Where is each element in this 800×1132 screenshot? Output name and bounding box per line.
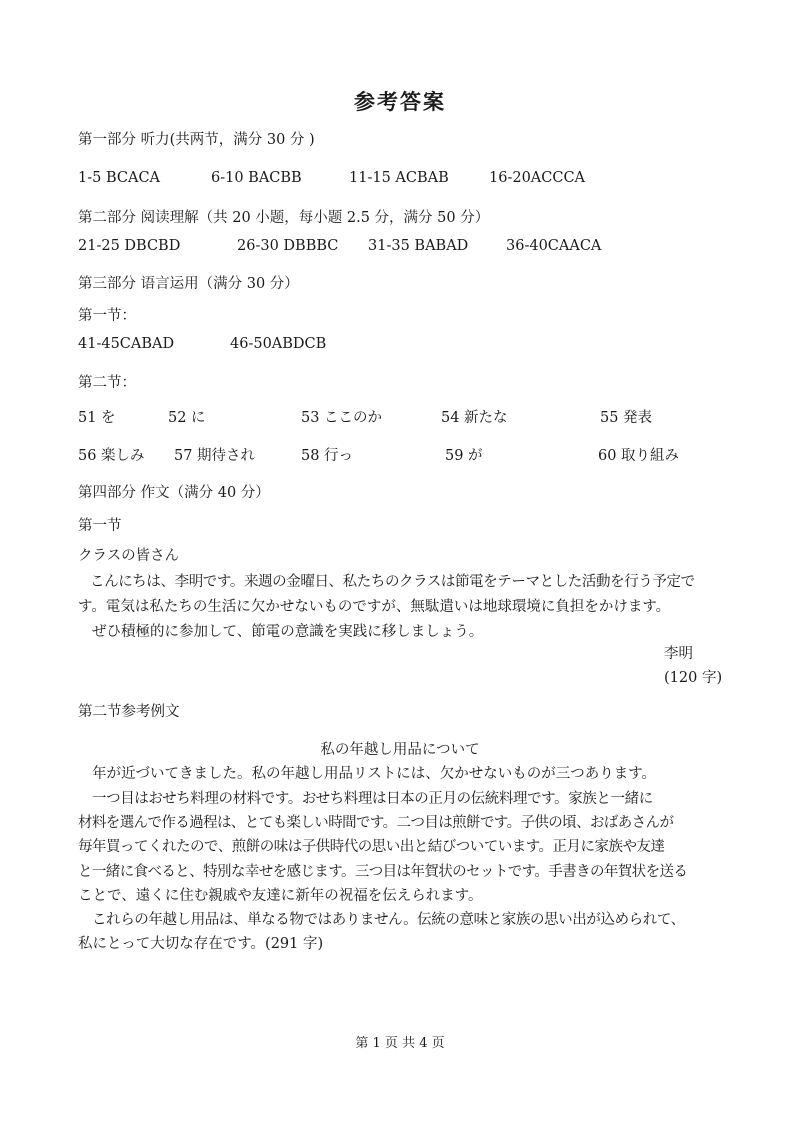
part3-section2-item-60: 60 取り組み [598,448,680,464]
essay-title: 私の年越し用品について [320,742,480,758]
part3-heading: 第三部分 语言运用（满分 30 分） [78,276,299,292]
notice-line-2: す。電気は私たちの生活に欠かせないものですが、無駄遣いは地球環境に負担をかけます。 [78,599,671,615]
part1-answer-4: 16-20ACCCA [489,170,586,186]
page-footer: 第 1 页 共 4 页 [355,1036,445,1051]
part4-section1-label: 第一节 [78,518,122,534]
part4-heading: 第四部分 作文（满分 40 分） [78,485,270,501]
essay-line-8: 私にとって大切な存在です。(291 字) [78,936,324,952]
essay-line-2: 一つ目はおせち料理の材料です。おせち料理は日本の正月の伝統料理です。家族と一緒に [92,791,653,807]
part2-answer-2: 26-30 DBBBC [237,238,339,254]
part3-section2-item-59: 59 が [445,448,483,464]
part3-section2-item-56: 56 楽しみ [78,448,145,464]
notice-line-3: ぜひ積極的に参加して、節電の意識を実践に移しましょう。 [92,624,484,640]
notice-char-count: (120 字) [664,670,723,686]
part3-section1-answer-1: 41-45CABAD [78,336,175,352]
part2-answer-4: 36-40CAACA [506,238,602,254]
part3-section2-item-51: 51 を [78,410,116,426]
part3-section2-item-55: 55 発表 [600,410,653,426]
part2-answer-1: 21-25 DBCBD [78,238,181,254]
part1-answer-3: 11-15 ACBAB [349,170,449,186]
part3-section1-label: 第一节： [78,308,136,324]
page-title: 参考答案 [354,89,446,114]
part4-section2-label: 第二节参考例文 [78,704,180,720]
part3-section2-item-58: 58 行っ [301,448,354,464]
part3-section2-item-54: 54 新たな [441,410,508,426]
notice-greeting: クラスの皆さん [78,548,180,564]
essay-line-1: 年が近づいてきました。私の年越し用品リストには、欠かせないものが三つあります。 [92,766,657,782]
part3-section2-item-53: 53 ここのか [301,410,383,426]
part3-section2-item-52: 52 に [168,410,206,426]
part3-section2-item-57: 57 期待され [174,448,256,464]
essay-line-4: 毎年買ってくれたので、煎餅の味は子供時代の思い出と結びついています。正月に家族や友達 [78,839,665,855]
part1-heading: 第一部分 听力(共两节，满分 30 分 ) [78,132,315,148]
essay-line-6: ことで、遠くに住む親戚や友達に新年の祝福を伝えられます。 [78,888,483,904]
essay-line-7: これらの年越し用品は、単なる物ではありません。伝統の意味と家族の思い出が込められて、 [92,912,685,928]
part2-answer-3: 31-35 BABAD [368,238,469,254]
part1-answer-1: 1-5 BCACA [78,170,161,186]
essay-line-3: 材料を選んで作る過程は、とても楽しい時間です。二つ目は煎餅です。子供の頃、おばあさんが [78,815,674,831]
essay-line-5: と一緒に食べると、特別な幸せを感じます。三つ目は年賀状のセットです。手書きの年賀状を送る [78,864,688,880]
part2-heading: 第二部分 阅读理解（共 20 小题，每小题 2.5 分，满分 50 分） [78,210,490,226]
notice-signature: 李明 [664,646,693,662]
part3-section1-answer-2: 46-50ABDCB [230,336,327,352]
notice-line-1: こんにちは、李明です。来週の金曜日、私たちのクラスは節電をテーマとした活動を行う予定で [90,574,695,590]
part1-answer-2: 6-10 BACBB [211,170,302,186]
part3-section2-label: 第二节： [78,375,136,391]
